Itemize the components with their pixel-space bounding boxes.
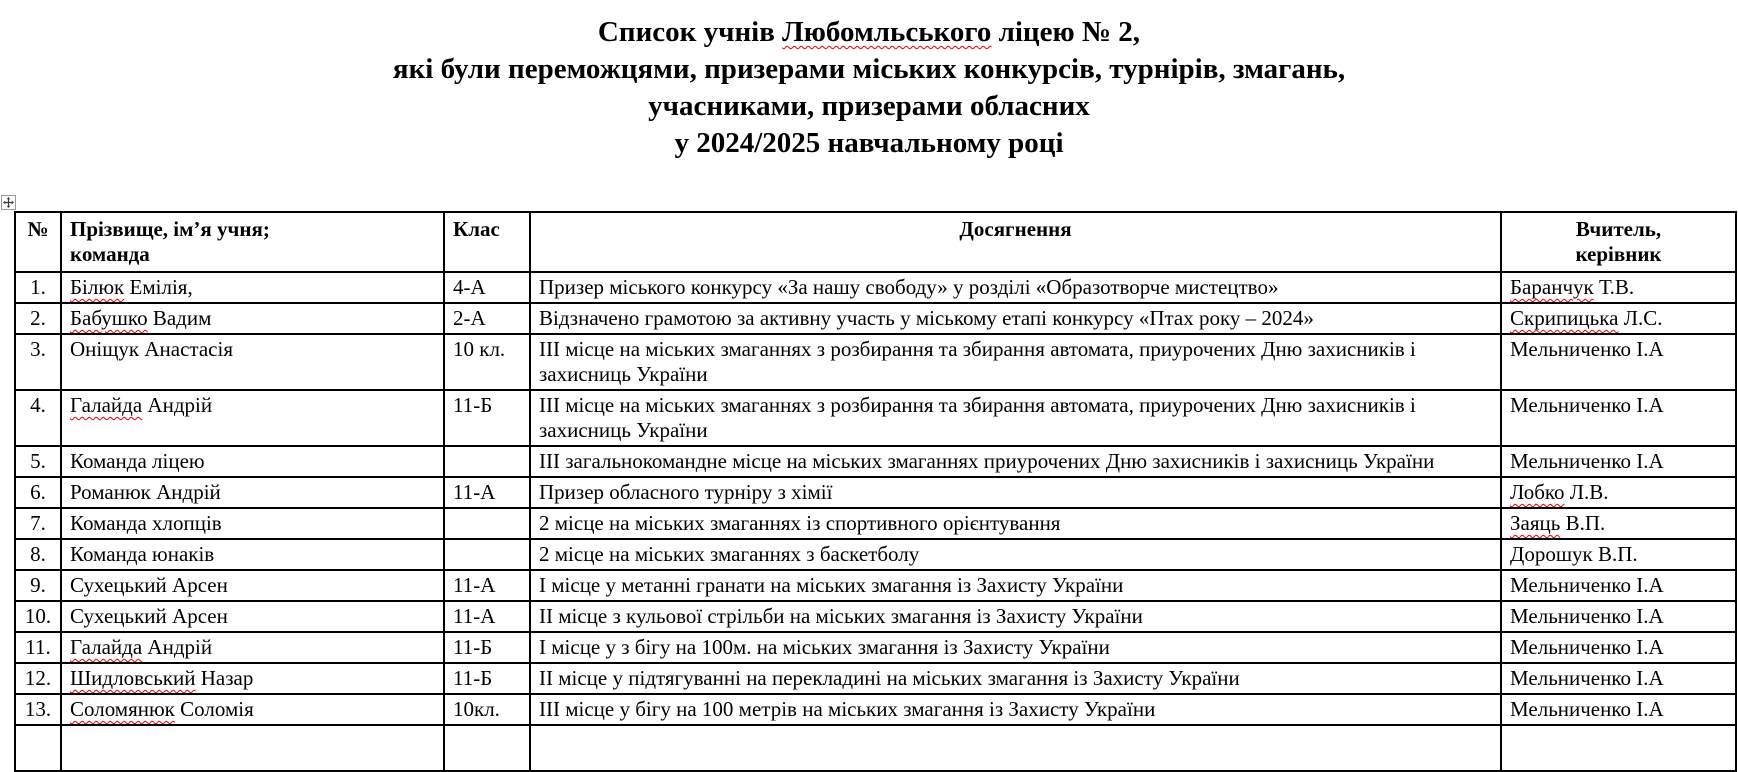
cell-number[interactable]: 3. xyxy=(15,334,61,390)
table-row xyxy=(15,390,1736,446)
cell-teacher[interactable] xyxy=(1501,446,1736,477)
title-line xyxy=(0,51,1738,88)
title-line xyxy=(0,88,1738,125)
table-row xyxy=(15,303,1736,334)
cell-achievement[interactable]: ІІ місце у підтягуванні на перекладині на міських змагання із Захисту України xyxy=(530,663,1501,694)
cell-name[interactable] xyxy=(61,303,444,334)
misspelled-word: Любомльського xyxy=(782,16,992,48)
misspelled-word: Галайда xyxy=(70,635,143,659)
misspelled-word: Скрипицька xyxy=(1510,306,1619,330)
cell-number[interactable]: 5. xyxy=(15,446,61,477)
cell-class[interactable]: 4-А xyxy=(444,272,530,303)
header-teacher-line2: керівник xyxy=(1575,242,1662,266)
text-segment: Назар xyxy=(195,666,254,690)
misspelled-word: Шидловський xyxy=(70,666,196,690)
cell-name[interactable] xyxy=(61,539,444,570)
cell-name[interactable] xyxy=(61,663,444,694)
header-name[interactable] xyxy=(61,212,444,272)
table-header-row xyxy=(15,212,1736,272)
cell-teacher[interactable] xyxy=(1501,303,1736,334)
header-achievement[interactable]: Досягнення xyxy=(530,212,1501,272)
text-segment: у 2024/2025 навчальному році xyxy=(674,127,1064,159)
header-name-line2: команда xyxy=(70,242,150,266)
text-segment: Мельниченко І.А xyxy=(1510,697,1664,721)
table-row xyxy=(15,663,1736,694)
cell-teacher[interactable] xyxy=(1501,508,1736,539)
cell-teacher[interactable] xyxy=(1501,334,1736,390)
cell-number[interactable]: 4. xyxy=(15,390,61,446)
cell-number[interactable]: 1. xyxy=(15,272,61,303)
header-number[interactable]: № xyxy=(15,212,61,272)
misspelled-word: Заяць xyxy=(1510,511,1561,535)
text-segment: Мельниченко І.А xyxy=(1510,604,1664,628)
text-segment: Мельниченко І.А xyxy=(1510,666,1664,690)
cell-number[interactable]: 8. xyxy=(15,539,61,570)
cell-achievement[interactable]: Відзначено грамотою за активну участь у міському етапі конкурсу «Птах року – 2024» xyxy=(530,303,1501,334)
cell-empty[interactable] xyxy=(61,725,444,771)
table-row xyxy=(15,539,1736,570)
text-segment: Емілія, xyxy=(124,275,193,299)
text-segment: Андрій xyxy=(142,635,213,659)
cell-empty[interactable] xyxy=(15,725,61,771)
table-move-handle-icon[interactable] xyxy=(1,195,16,210)
table-row xyxy=(15,272,1736,303)
document-title[interactable] xyxy=(0,0,1738,162)
cell-achievement[interactable]: Призер міського конкурсу «За нашу свободу» у розділі «Образотворче мистецтво» xyxy=(530,272,1501,303)
text-segment: які були переможцями, призерами міських конкурсів, турнірів, змагань, xyxy=(392,53,1346,85)
text-segment: Сухецький Арсен xyxy=(70,604,228,628)
cell-class[interactable]: 11-Б xyxy=(444,632,530,663)
cell-class[interactable]: 11-А xyxy=(444,601,530,632)
header-teacher-line1: Вчитель, xyxy=(1575,217,1662,241)
cell-achievement[interactable]: ІІІ місце у бігу на 100 метрів на міських змагання із Захисту України xyxy=(530,694,1501,725)
cell-teacher[interactable] xyxy=(1501,663,1736,694)
cell-achievement[interactable]: ІІІ загальнокомандне місце на міських змаганнях приурочених Дню захисників і захисниць України xyxy=(530,446,1501,477)
table-row xyxy=(15,632,1736,663)
cell-teacher[interactable] xyxy=(1501,539,1736,570)
cell-teacher[interactable] xyxy=(1501,390,1736,446)
cell-name[interactable] xyxy=(61,477,444,508)
cell-teacher[interactable] xyxy=(1501,272,1736,303)
text-segment: Команда юнаків xyxy=(70,542,215,566)
header-class[interactable]: Клас xyxy=(444,212,530,272)
text-segment: Мельниченко І.А xyxy=(1510,393,1664,417)
cell-class[interactable]: 2-А xyxy=(444,303,530,334)
cell-name[interactable] xyxy=(61,272,444,303)
cell-achievement[interactable]: І місце у метанні гранати на міських змагання із Захисту України xyxy=(530,570,1501,601)
text-segment: Романюк Андрій xyxy=(70,480,221,504)
cell-class[interactable]: 10 кл. xyxy=(444,334,530,390)
cell-name[interactable] xyxy=(61,446,444,477)
text-segment: Мельниченко І.А xyxy=(1510,573,1664,597)
header-teacher[interactable] xyxy=(1501,212,1736,272)
cell-number[interactable]: 7. xyxy=(15,508,61,539)
text-segment: Мельниченко І.А xyxy=(1510,635,1664,659)
text-segment: Л.С. xyxy=(1618,306,1663,330)
cell-number[interactable]: 9. xyxy=(15,570,61,601)
text-segment: Андрій xyxy=(142,393,213,417)
cell-teacher[interactable] xyxy=(1501,632,1736,663)
misspelled-word: Лобко xyxy=(1510,480,1565,504)
table-row xyxy=(15,694,1736,725)
cell-class[interactable] xyxy=(444,539,530,570)
cell-teacher[interactable] xyxy=(1501,694,1736,725)
text-segment: Соломія xyxy=(174,697,254,721)
cell-teacher[interactable] xyxy=(1501,570,1736,601)
text-segment: учасниками, призерами обласних xyxy=(648,90,1090,122)
table-row xyxy=(15,477,1736,508)
misspelled-word: Бабушко xyxy=(70,306,148,330)
table-row xyxy=(15,334,1736,390)
cell-teacher[interactable] xyxy=(1501,601,1736,632)
text-segment: Дорошук В.П. xyxy=(1510,542,1638,566)
cell-class[interactable]: 11-Б xyxy=(444,663,530,694)
text-segment: Сухецький Арсен xyxy=(70,573,228,597)
cell-class[interactable]: 10кл. xyxy=(444,694,530,725)
cell-empty[interactable] xyxy=(1501,725,1736,771)
cell-achievement[interactable]: 2 місце на міських змаганнях з баскетболу xyxy=(530,539,1501,570)
cell-name[interactable] xyxy=(61,334,444,390)
cell-achievement[interactable]: І місце у з бігу на 100м. на міських змагання із Захисту України xyxy=(530,632,1501,663)
cell-achievement[interactable]: 2 місце на міських змаганнях із спортивного орієнтування xyxy=(530,508,1501,539)
misspelled-word: Соломянюк xyxy=(70,697,175,721)
cell-name[interactable] xyxy=(61,694,444,725)
cell-name[interactable] xyxy=(61,508,444,539)
cell-class[interactable] xyxy=(444,446,530,477)
title-line xyxy=(0,14,1738,51)
cell-name[interactable] xyxy=(61,601,444,632)
cell-name[interactable] xyxy=(61,570,444,601)
cell-name[interactable] xyxy=(61,632,444,663)
table-row xyxy=(15,570,1736,601)
title-line xyxy=(0,125,1738,162)
cell-achievement[interactable]: ІІІ місце на міських змаганнях з розбирання та збирання автомата, приурочених Дню захисників і захисниць України xyxy=(530,334,1501,390)
text-segment: Команда хлопців xyxy=(70,511,222,535)
cell-number[interactable]: 12. xyxy=(15,663,61,694)
cell-teacher[interactable] xyxy=(1501,477,1736,508)
cell-class[interactable]: 11-А xyxy=(444,477,530,508)
cell-name[interactable] xyxy=(61,390,444,446)
cell-number[interactable]: 6. xyxy=(15,477,61,508)
table-body xyxy=(15,272,1736,771)
move-arrows-glyph xyxy=(3,197,14,208)
text-segment: Оніщук Анастасія xyxy=(70,337,233,361)
text-segment: Команда ліцею xyxy=(70,449,205,473)
misspelled-word: Білюк xyxy=(70,275,125,299)
table-row xyxy=(15,508,1736,539)
cell-class[interactable]: 11-Б xyxy=(444,390,530,446)
text-segment: Вадим xyxy=(147,306,212,330)
cell-achievement[interactable]: Призер обласного турніру з хімії xyxy=(530,477,1501,508)
cell-empty[interactable] xyxy=(444,725,530,771)
table-row-partial xyxy=(15,725,1736,771)
misspelled-word: Галайда xyxy=(70,393,143,417)
text-segment: Т.В. xyxy=(1593,275,1635,299)
header-name-line1: Прізвище, ім’я учня; xyxy=(70,217,270,241)
text-segment: Л.В. xyxy=(1564,480,1609,504)
cell-number[interactable]: 2. xyxy=(15,303,61,334)
cell-class[interactable]: 11-А xyxy=(444,570,530,601)
text-segment: ліцею № 2, xyxy=(991,16,1141,48)
text-segment: В.П. xyxy=(1560,511,1606,535)
text-segment: Мельниченко І.А xyxy=(1510,337,1664,361)
cell-achievement[interactable]: ІІ місце з кульової стрільби на міських змагання із Захисту України xyxy=(530,601,1501,632)
text-segment: Мельниченко І.А xyxy=(1510,449,1664,473)
table-row xyxy=(15,601,1736,632)
cell-achievement[interactable]: ІІІ місце на міських змаганнях з розбирання та збирання автомата, приурочених Дню захисників і захисниць України xyxy=(530,390,1501,446)
cell-number[interactable]: 13. xyxy=(15,694,61,725)
table-row xyxy=(15,446,1736,477)
students-table xyxy=(14,211,1737,772)
cell-number[interactable]: 11. xyxy=(15,632,61,663)
cell-class[interactable] xyxy=(444,508,530,539)
text-segment: Список учнів xyxy=(597,16,783,48)
cell-number[interactable]: 10. xyxy=(15,601,61,632)
misspelled-word: Баранчук xyxy=(1510,275,1594,299)
cell-empty[interactable] xyxy=(530,725,1501,771)
